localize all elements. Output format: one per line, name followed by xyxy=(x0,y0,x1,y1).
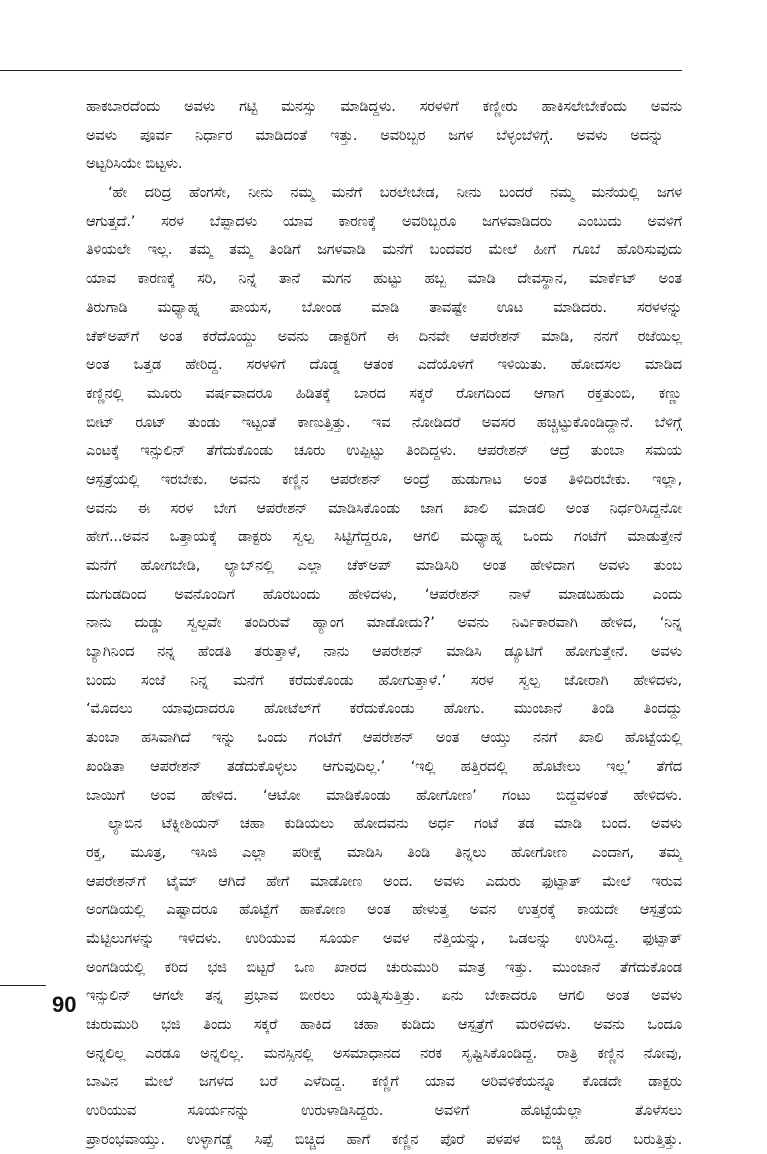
text-line: ತಿಳಿಯಲೇ ಇಲ್ಲ. ತಮ್ಮ ತಮ್ಮ ತಿಂಡಿಗೆ ಜಗಳವಾಡಿ ಮನೆಗೆ ಬಂದವರ ಮೇಲೆ ಹೀಗೆ ಗೂಬೆ ಹೊರಿಸುವುದು xyxy=(86,241,682,259)
text-line: ಎಂಟಕ್ಕೆ ಇನ್ಸುಲಿನ್ ತೆಗೆದುಕೊಂಡು ಚೂರು ಉಪ್ಪಿಟ್ಟು ತಿಂದಿದ್ದಳು. ಆಪರೇಶನ್ ಆದ್ರೆ ತುಂಬಾ ಸಮಯ xyxy=(86,442,682,460)
text-line: ಉರಿಯುವ ಸೂರ್ಯನನ್ನು ಉರುಳಾಡಿಸಿದ್ದರು. ಅವಳಿಗೆ ಹೊಟ್ಟೆಯೆಲ್ಲಾ ತೊಳೆಸಲು xyxy=(86,1102,682,1120)
text-line: ಆಪರೇಶನ್‌ಗೆ ಟೈಮ್ ಆಗಿದೆ ಹೇಗೆ ಮಾಡೋಣ ಅಂದ. ಅವಳು ಎದುರು ಫುಟ್ಪಾತ್ ಮೇಲೆ ಇರುವ xyxy=(86,872,682,890)
text-line: ಆಸ್ಪತ್ರೆಯಲ್ಲಿ ಇರಬೇಕು. ಅವನು ಕಣ್ಣಿನ ಆಪರೇಶನ್ ಅಂದ್ರೆ ಹುಡುಗಾಟ ಅಂತ ತಿಳಿದಿರಬೇಕು. ಇಲ್ಲಾ, xyxy=(86,470,682,488)
text-line: ನಾನು ದುಡ್ಡು ಸ್ವಲ್ಪವೇ ತಂದಿರುವೆ ಹ್ಯಾಂಗ ಮಾಡೋದು?’ ಅವನು ನಿರ್ವಿಕಾರವಾಗಿ ಹೇಳಿದ, ‘ನಿನ್ನ xyxy=(86,614,682,632)
text-line: ತುಂಬಾ ಹಸಿವಾಗಿದೆ ಇನ್ನು ಒಂದು ಗಂಟೆಗೆ ಆಪರೇಶನ್ ಅಂತ ಆಯ್ತು ನನಗೆ ಖಾಲಿ ಹೊಟ್ಟೆಯಲ್ಲಿ xyxy=(86,729,682,747)
text-line: ಬಂದು ಸಂಜೆ ನಿನ್ನ ಮನೆಗೆ ಕರೆದುಕೊಂಡು ಹೋಗುತ್ತಾಳೆ.’ ಸರಳ ಸ್ವಲ್ಪ ಜೋರಾಗಿ ಹೇಳಿದಳು, xyxy=(86,671,682,689)
text-line: ರಕ್ತ, ಮೂತ್ರ, ಇಸಿಜಿ ಎಲ್ಲಾ ಪರೀಕ್ಷೆ ಮಾಡಿಸಿ ತಿಂಡಿ ತಿನ್ನಲು ಹೋಗೋಣ ಎಂದಾಗ, ತಮ್ಮ xyxy=(86,843,682,861)
text-line: ಇನ್ಸುಲಿನ್ ಆಗಲೇ ತನ್ನ ಪ್ರಭಾವ ಬೀರಲು ಯತ್ನಿಸುತ್ತಿತ್ತು. ಏನು ಬೇಕಾದರೂ ಆಗಲಿ ಅಂತ ಅವಳು xyxy=(86,987,682,1005)
text-line: ಬ್ಯಾಗಿನಿಂದ ನನ್ನ ಹೆಂಡತಿ ತರುತ್ತಾಳೆ, ನಾನು ಆಪರೇಶನ್ ಮಾಡಿಸಿ ಡ್ಯೂಟಿಗೆ ಹೋಗುತ್ತೇನೆ. ಅವಳು xyxy=(86,643,682,661)
text-line: ‘ಹೇ ದರಿದ್ರ ಹೆಂಗಸೇ, ನೀನು ನಮ್ಮ ಮನೆಗೆ ಬರಲೇಬೇಡ, ನೀನು ಬಂದರೆ ನಮ್ಮ ಮನೆಯಲ್ಲಿ ಜಗಳ xyxy=(108,184,682,202)
text-line: ಬಾವಿನ ಮೇಲೆ ಜಗಳದ ಬರೆ ಎಳೆದಿದ್ದ. ಕಣ್ಣಿಗೆ ಯಾವ ಅರಿವಳಿಕೆಯನ್ನೂ ಕೊಡದೇ ಡಾಕ್ಟರು xyxy=(86,1073,682,1091)
text-line: ಯಾವ ಕಾರಣಕ್ಕೆ ಸರಿ, ನಿನ್ನೆ ತಾನೆ ಮಗನ ಹುಟ್ಟು ಹಬ್ಬ ಮಾಡಿ ದೇವಸ್ಥಾನ, ಮಾರ್ಕೆಟ್ ಅಂತ xyxy=(86,270,682,288)
text-line: ಅಟ್ಟರಿಸಿಯೇ ಬಿಟ್ಟಳು. xyxy=(86,155,183,173)
text-line: ಅಂತ ಒತ್ತಡ ಹೇರಿದ್ದ. ಸರಳಳಿಗೆ ದೊಡ್ಡ ಆತಂಕ ಎದೆಯೊಳಗೆ ಇಳಿಯಿತು. ಹೋದಸಲ ಮಾಡಿದ xyxy=(86,356,682,374)
text-line: ಅಂಗಡಿಯಲ್ಲಿ ಎಷ್ಟಾದರೂ ಹೊಟ್ಟೆಗೆ ಹಾಕೋಣ ಅಂತ ಹೇಳುತ್ತ ಅವನ ಉತ್ತರಕ್ಕೆ ಕಾಯದೇ ಆಸ್ಪತ್ರೆಯ xyxy=(86,901,682,919)
text-line: ಅವನು ಈ ಸರಳ ಬೇಗ ಆಪರೇಶನ್ ಮಾಡಿಸಿಕೊಂಡು ಜಾಗ ಖಾಲಿ ಮಾಡಲಿ ಅಂತ ನಿರ್ಧರಿಸಿದ್ದನೋ xyxy=(86,499,682,517)
text-line: ಅವಳು ಪೂರ್ವ ನಿರ್ಧಾರ ಮಾಡಿದಂತೆ ಇತ್ತು. ಅವರಿಬ್ಬರ ಜಗಳ ಬೆಳ್ಳಂಬೆಳಿಗ್ಗೆ. ಅವಳು ಅದನ್ನು xyxy=(86,126,664,144)
text-line: ಕಣ್ಣಿನಲ್ಲಿ ಮೂರು ವರ್ಷವಾದರೂ ಹಿಡಿತಕ್ಕೆ ಬಾರದ ಸಕ್ಕರೆ ರೋಗದಿಂದ ಆಗಾಗ ರಕ್ತತುಂಬಿ, ಕಣ್ಣು xyxy=(86,384,682,402)
page-number: 90 xyxy=(52,992,77,1017)
text-line: ಬೀಟ್ ರೂಟ್ ತುಂಡು ಇಟ್ಟಂತೆ ಕಾಣುತ್ತಿತ್ತು. ಇವ ನೋಡಿದರೆ ಅವಸರ ಹಚ್ಚಿಟ್ಟುಕೊಂಡಿದ್ದಾನೆ. ಬೆಳಿಗ್ಗೆ xyxy=(86,413,682,431)
text-line: ಬಾಯಿಗೆ ಅಂವ ಹೇಳಿದ. ‘ಆಟೋ ಮಾಡಿಕೊಂಡು ಹೋಗೋಣ’ ಗಂಟು ಬಿದ್ದವಳಂತೆ ಹೇಳಿದಳು. xyxy=(86,786,682,804)
text-line: ಹೇಗೆ...ಅವನ ಒತ್ತಾಯಕ್ಕೆ ಡಾಕ್ಟರು ಸ್ವಲ್ಪ ಸಿಟ್ಟಿಗೆದ್ದರೂ, ಆಗಲಿ ಮಧ್ಯಾಹ್ನ ಒಂದು ಗಂಟೆಗೆ ಮಾಡುತ್ತೇನೆ xyxy=(86,528,682,546)
text-line: ಆಗುತ್ತದೆ.’ ಸರಳ ಬೆಪ್ಪಾದಳು ಯಾವ ಕಾರಣಕ್ಕೆ ಅವರಿಬ್ಬರೂ ಜಗಳವಾಡಿದರು ಎಂಬುದು ಅವಳಿಗೆ xyxy=(86,212,682,230)
text-line: ‘ಮೊದಲು ಯಾವುದಾದರೂ ಹೋಟೆಲ್‌ಗೆ ಕರೆದುಕೊಂಡು ಹೋಗು. ಮುಂಜಾನೆ ತಿಂಡಿ ತಿಂದದ್ದು xyxy=(86,700,682,718)
text-line: ಚುರುಮುರಿ ಭಜಿ ತಿಂದು ಸಕ್ಕರೆ ಹಾಕಿದ ಚಹಾ ಕುಡಿದು ಆಸ್ಪತ್ರೆಗೆ ಮರಳಿದಳು. ಅವನು ಒಂದೂ xyxy=(86,1016,682,1033)
text-line: ಅನ್ನಲಿಲ್ಲ ಎರಡೂ ಅನ್ನಲಿಲ್ಲ. ಮನಸ್ಸಿನಲ್ಲಿ ಅಸಮಾಧಾನದ ನರಕ ಸೃಷ್ಟಿಸಿಕೊಂಡಿದ್ದ. ರಾತ್ರಿ ಕಣ್ಣಿನ ನೋವು, xyxy=(86,1044,682,1062)
text-line: ಹಾಕಬಾರದೆಂದು ಅವಳು ಗಟ್ಟಿ ಮನಸ್ಸು ಮಾಡಿದ್ದಳು. ಸರಳಳಿಗೆ ಕಣ್ಣೀರು ಹಾಕಿಸಲೇಬೇಕೆಂದು ಅವನು xyxy=(86,98,682,115)
text-line: ಪ್ರಾರಂಭವಾಯ್ತು. ಉಳ್ಳಾಗಡ್ಡೆ ಸಿಪ್ಪೆ ಬಿಚ್ಚಿದ ಹಾಗೆ ಕಣ್ಣಿನ ಪೊರೆ ಪಳಪಳ ಬಿಚ್ಚಿ ಹೊರ ಬರುತ್ತಿತ್ತು. xyxy=(86,1130,682,1148)
header-rule xyxy=(0,70,682,71)
text-line: ತಿರುಗಾಡಿ ಮಧ್ಯಾಹ್ನ ಪಾಯಸ, ಬೋಂಡ ಮಾಡಿ ತಾವಷ್ಟೇ ಊಟ ಮಾಡಿದರು. ಸರಳಳನ್ನು xyxy=(86,298,682,316)
text-line: ಖಂಡಿತಾ ಆಪರೇಶನ್ ತಡೆದುಕೊಳ್ಳಲು ಆಗುವುದಿಲ್ಲ.’ ‘ಇಲ್ಲಿ ಹತ್ತಿರದಲ್ಲಿ ಹೊಟೇಲು ಇಲ್ಲ’ ತೆಗೆದ xyxy=(86,757,682,775)
text-line: ಮನೆಗೆ ಹೋಗಬೇಡಿ, ಲ್ಯಾಬ್‌ನಲ್ಲಿ ಎಲ್ಲಾ ಚೆಕ್‌ಅಪ್ ಮಾಡಿಸಿರಿ ಅಂತ ಹೇಳಿದಾಗ ಅವಳು ತುಂಬ xyxy=(86,557,682,574)
text-line: ಲ್ಯಾಬಿನ ಟೆಕ್ನೀಶಿಯನ್ ಚಹಾ ಕುಡಿಯಲು ಹೋದವನು ಅರ್ಧ ಗಂಟೆ ತಡ ಮಾಡಿ ಬಂದ. ಅವಳು xyxy=(108,815,682,833)
page-number-rule xyxy=(0,985,46,986)
text-line: ಮೆಟ್ಟಿಲುಗಳನ್ನು ಇಳಿದಳು. ಉರಿಯುವ ಸೂರ್ಯ ಅವಳ ನೆತ್ತಿಯನ್ನು, ಒಡಲನ್ನು ಉರಿಸಿದ್ದ. ಫುಟ್ಪಾತ್ xyxy=(86,929,682,947)
text-line: ಅಂಗಡಿಯಲ್ಲಿ ಕರಿದ ಭಜಿ ಬಿಟ್ಟರೆ ಒಣ ಖಾರದ ಚುರುಮುರಿ ಮಾತ್ರ ಇತ್ತು. ಮುಂಜಾನೆ ತೆಗೆದುಕೊಂಡ xyxy=(86,958,682,976)
body-text xyxy=(86,93,682,1154)
text-line: ಚೆಕ್‌ಅಪ್‌ಗೆ ಅಂತ ಕರೆದೊಯ್ದು ಅವನು ಡಾಕ್ಟರಿಗೆ ಈ ದಿನವೇ ಆಪರೇಶನ್ ಮಾಡಿ, ನನಗೆ ರಜೆಯಿಲ್ಲ xyxy=(86,327,682,345)
text-line: ದುಗುಡದಿಂದ ಅವನೊಂದಿಗೆ ಹೊರಬಂದು ಹೇಳಿದಳು, ‘ಆಪರೇಶನ್ ನಾಳೆ ಮಾಡಬಹುದು ಎಂದು xyxy=(86,585,682,603)
